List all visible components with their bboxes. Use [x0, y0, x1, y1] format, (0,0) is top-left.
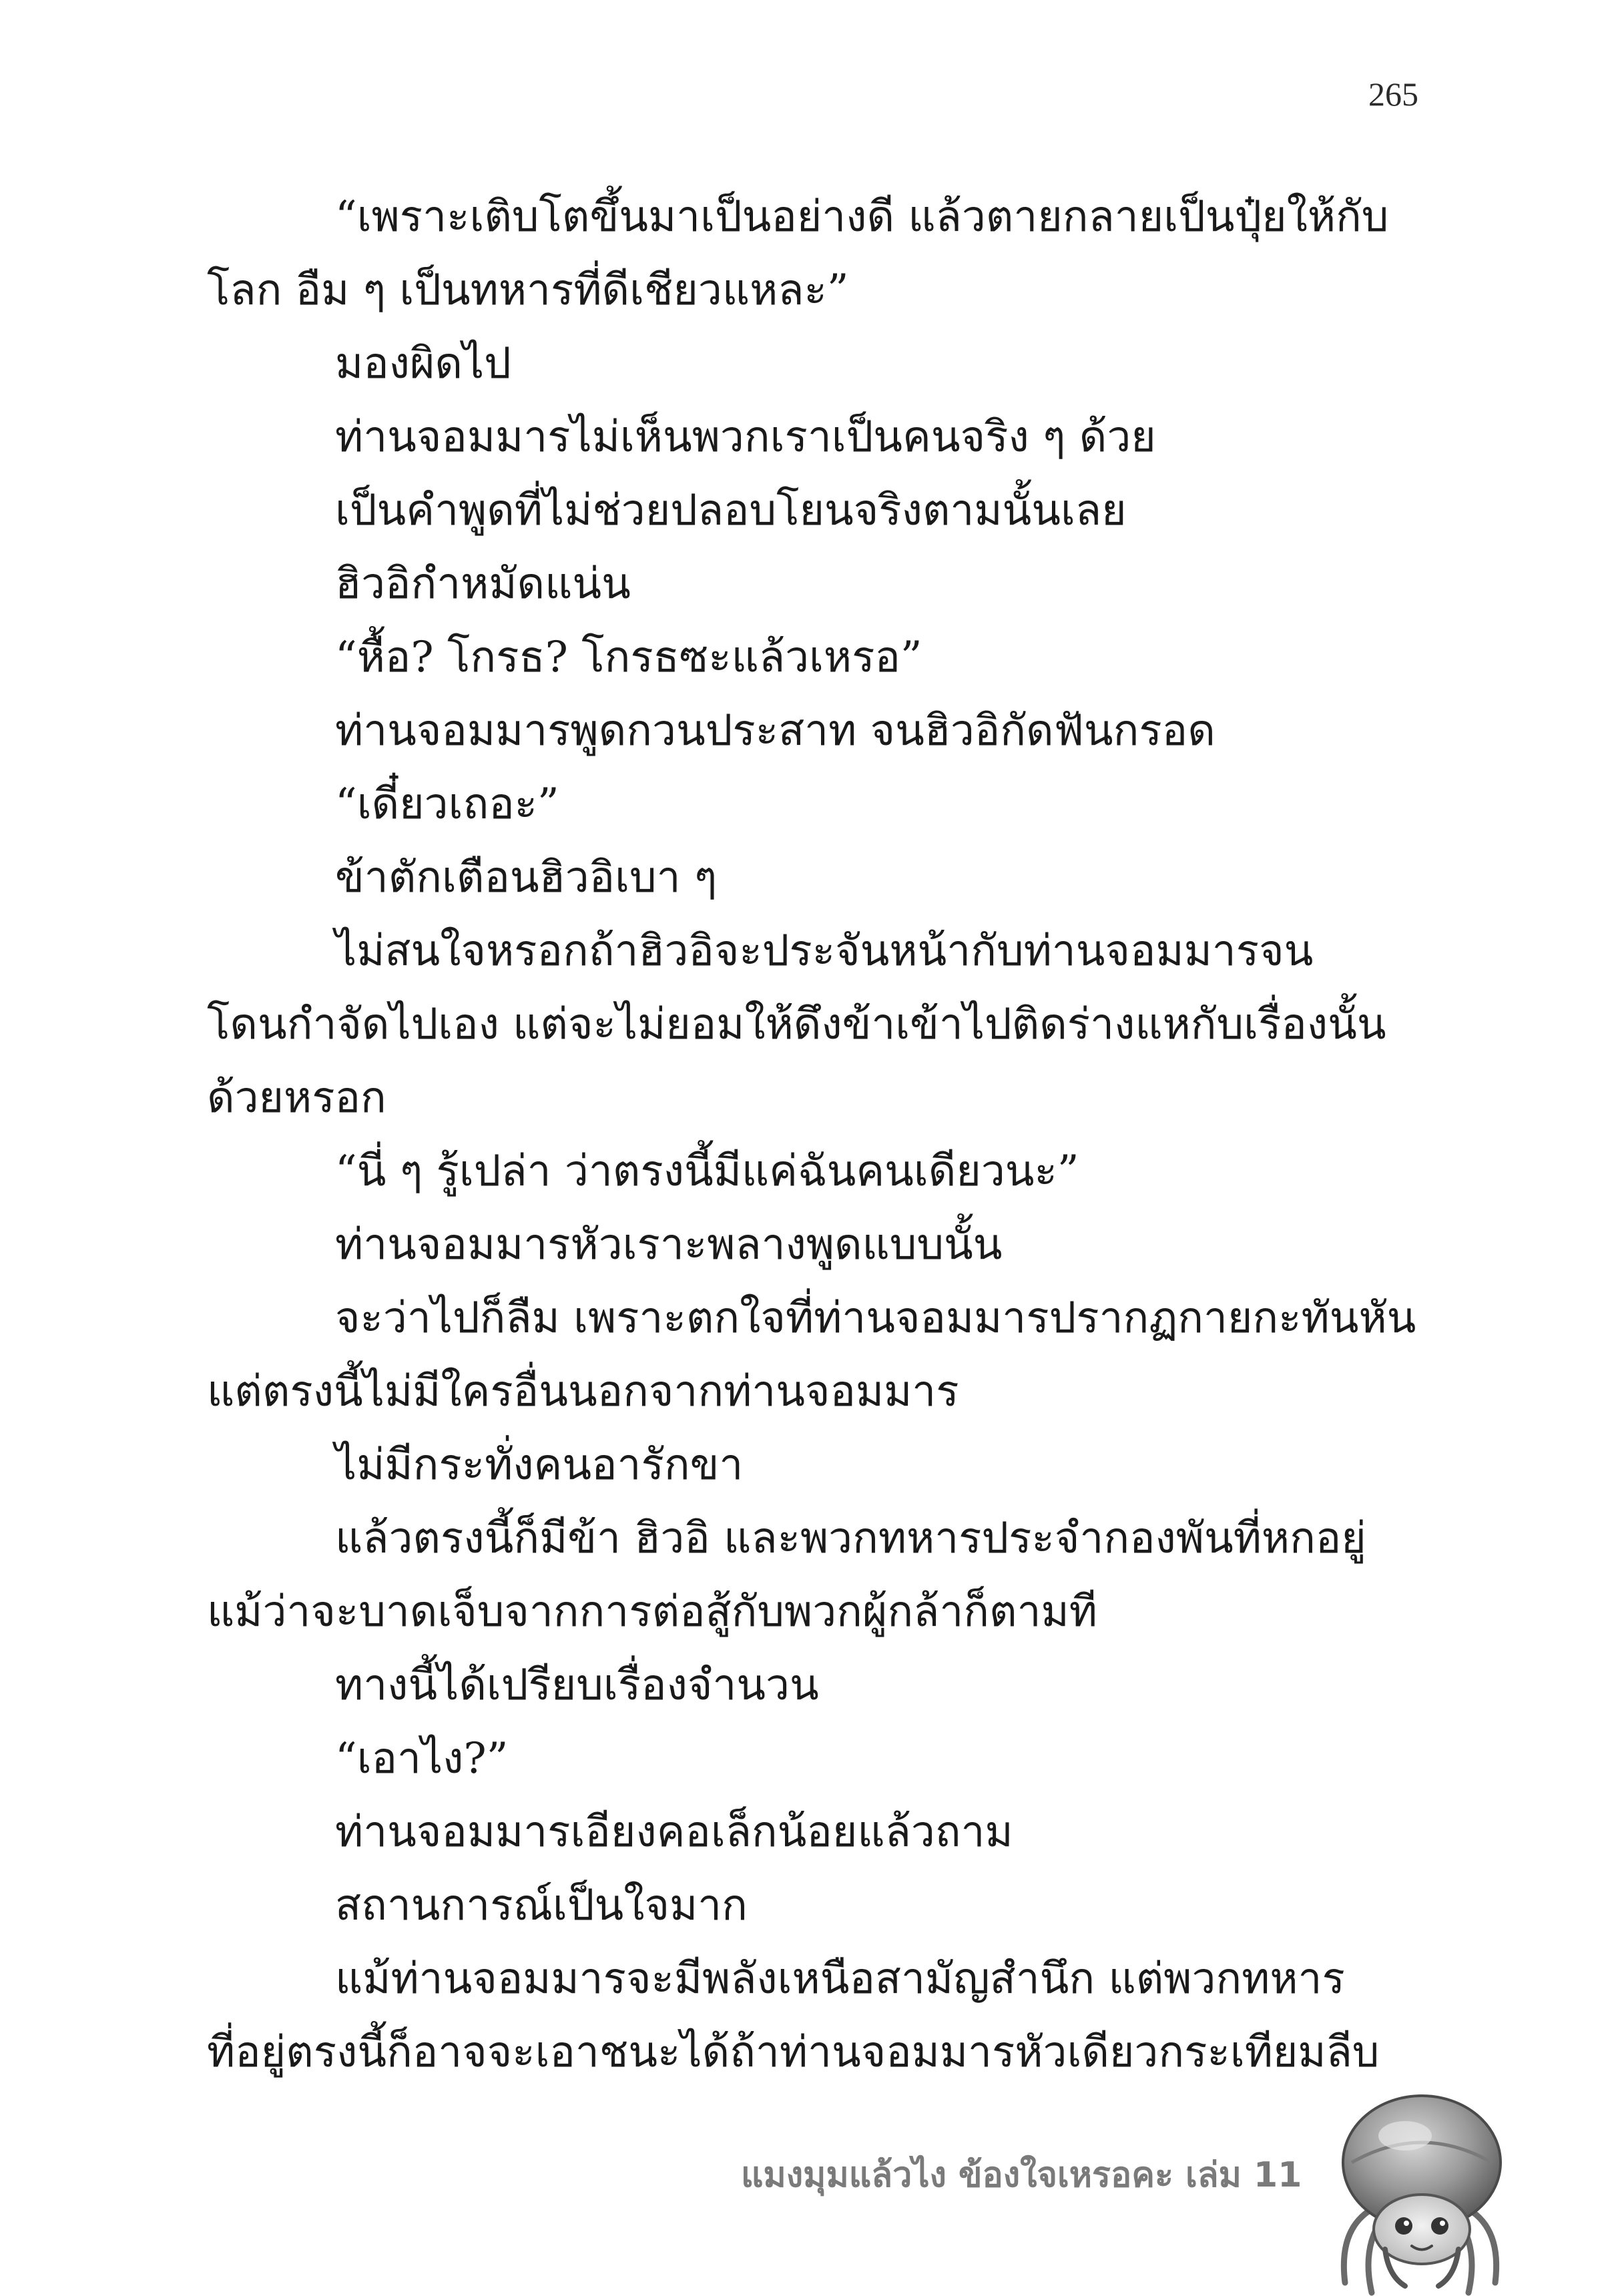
text-line: “นี่ ๆ รู้เปล่า ว่าตรงนี้มีแค่ฉันคนเดียวนะ”: [335, 1147, 1079, 1196]
text-line: “เดี๋ยวเถอะ”: [335, 780, 559, 829]
page-number: 265: [1368, 75, 1418, 113]
text-line: จะว่าไปก็ลืม เพราะตกใจที่ท่านจอมมารปรากฏกายกะทันหัน: [335, 1294, 1416, 1343]
text-line: โลก อืม ๆ เป็นทหารที่ดีเชียวแหละ”: [207, 266, 849, 315]
text-line: ด้วยหรอก: [207, 1073, 386, 1123]
text-line: แต่ตรงนี้ไม่มีใครอื่นนอกจากท่านจอมมาร: [207, 1367, 959, 1416]
text-line: ท่านจอมมารไม่เห็นพวกเราเป็นคนจริง ๆ ด้วย: [335, 412, 1156, 462]
text-line: เป็นคำพูดที่ไม่ช่วยปลอบโยนจริงตามนั้นเลย: [335, 486, 1127, 535]
spider-mascot-icon: [1325, 2082, 1519, 2296]
text-line: ข้าตักเตือนฮิวอิเบา ๆ: [335, 853, 718, 902]
text-line: สถานการณ์เป็นใจมาก: [335, 1881, 748, 1930]
text-line: แม้ว่าจะบาดเจ็บจากการต่อสู้กับพวกผู้กล้าก็ตามที: [207, 1587, 1097, 1637]
text-line: โดนกำจัดไปเอง แต่จะไม่ยอมให้ดึงข้าเข้าไปติดร่างแหกับเรื่องนั้น: [207, 1000, 1386, 1049]
text-line: ฮิวอิกำหมัดแน่น: [335, 559, 631, 609]
text-line: ไม่สนใจหรอกถ้าฮิวอิจะประจันหน้ากับท่านจอมมารจน: [335, 926, 1314, 976]
text-line: ไม่มีกระทั่งคนอารักขา: [335, 1440, 744, 1490]
footer-book-title: แมงมุมแล้วไง ข้องใจเหรอคะ เล่ม 11: [741, 2155, 1302, 2195]
text-line: ท่านจอมมารหัวเราะพลางพูดแบบนั้น: [335, 1220, 1003, 1269]
text-line: มองผิดไป: [335, 339, 511, 388]
text-line: “เอาไง?”: [335, 1734, 509, 1783]
text-line: ท่านจอมมารพูดกวนประสาท จนฮิวอิกัดฟันกรอด: [335, 706, 1216, 756]
text-line: แม้ท่านจอมมารจะมีพลังเหนือสามัญสำนึก แต่พวกทหาร: [335, 1954, 1345, 2004]
text-line: “เพราะเติบโตขึ้นมาเป็นอย่างดี แล้วตายกลายเป็นปุ๋ยให้กับ: [335, 192, 1389, 242]
text-line: แล้วตรงนี้ก็มีข้า ฮิวอิ และพวกทหารประจำกองพันที่หกอยู่: [335, 1514, 1366, 1563]
text-line: ที่อยู่ตรงนี้ก็อาจจะเอาชนะได้ถ้าท่านจอมมารหัวเดียวกระเทียมลีบ: [207, 2028, 1380, 2077]
text-line: ทางนี้ได้เปรียบเรื่องจำนวน: [335, 1661, 819, 1710]
text-line: “หื้อ? โกรธ? โกรธซะแล้วเหรอ”: [335, 633, 922, 682]
body-text: [207, 180, 1416, 2089]
text-line: ท่านจอมมารเอียงคอเล็กน้อยแล้วถาม: [335, 1807, 1013, 1857]
